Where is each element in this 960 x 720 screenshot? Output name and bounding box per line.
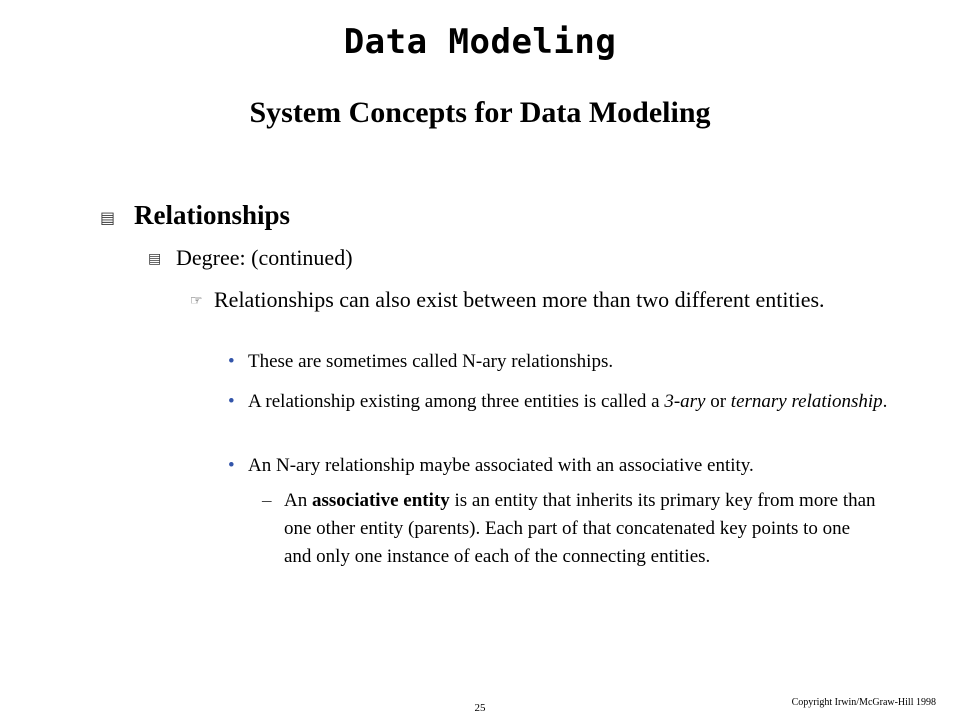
page-number: 25 xyxy=(474,702,486,714)
bullet-level1 xyxy=(100,200,290,231)
point-text: Relationships can also exist between more than two different entities. xyxy=(214,287,825,312)
dash-item-text: An associative entity is an entity that inherits its primary key from more than one other entity (parents). Each part of that concatenated key points to one and only one instance of each of the connecting entities. xyxy=(284,490,876,567)
sub-heading-text: Degree: (continued) xyxy=(176,245,353,270)
bullet-text-1: These are sometimes called N-ary relationships. xyxy=(248,351,614,372)
slide-title: Data Modeling xyxy=(343,22,617,62)
bullet-text-2: A relationship existing among three entities is called a 3-ary or ternary relationship. xyxy=(248,391,888,412)
dot-bullet-icon: • xyxy=(228,351,235,372)
bullet-level4-1 xyxy=(228,348,908,375)
dot-bullet-icon: • xyxy=(228,455,235,476)
dot-bullet-icon: • xyxy=(228,391,235,412)
copyright-notice: Copyright Irwin/McGraw-Hill 1998 xyxy=(791,697,936,708)
pointing-hand-icon: ☞ xyxy=(190,294,203,309)
bullet-text-3: An N-ary relationship maybe associated with an associative entity. xyxy=(248,455,754,476)
heading-text: Relationships xyxy=(134,200,291,230)
bullet-level4-3 xyxy=(228,452,908,479)
bullet-level5 xyxy=(262,487,882,571)
bullet-level3 xyxy=(190,285,890,315)
bullet-level2 xyxy=(148,245,353,271)
dash-bullet-icon: – xyxy=(262,490,272,511)
notebook-icon: ▤ xyxy=(148,252,162,268)
slide-subtitle: System Concepts for Data Modeling xyxy=(249,96,711,129)
notebook-icon: ▤ xyxy=(100,209,116,227)
bullet-level4-2 xyxy=(228,388,908,415)
